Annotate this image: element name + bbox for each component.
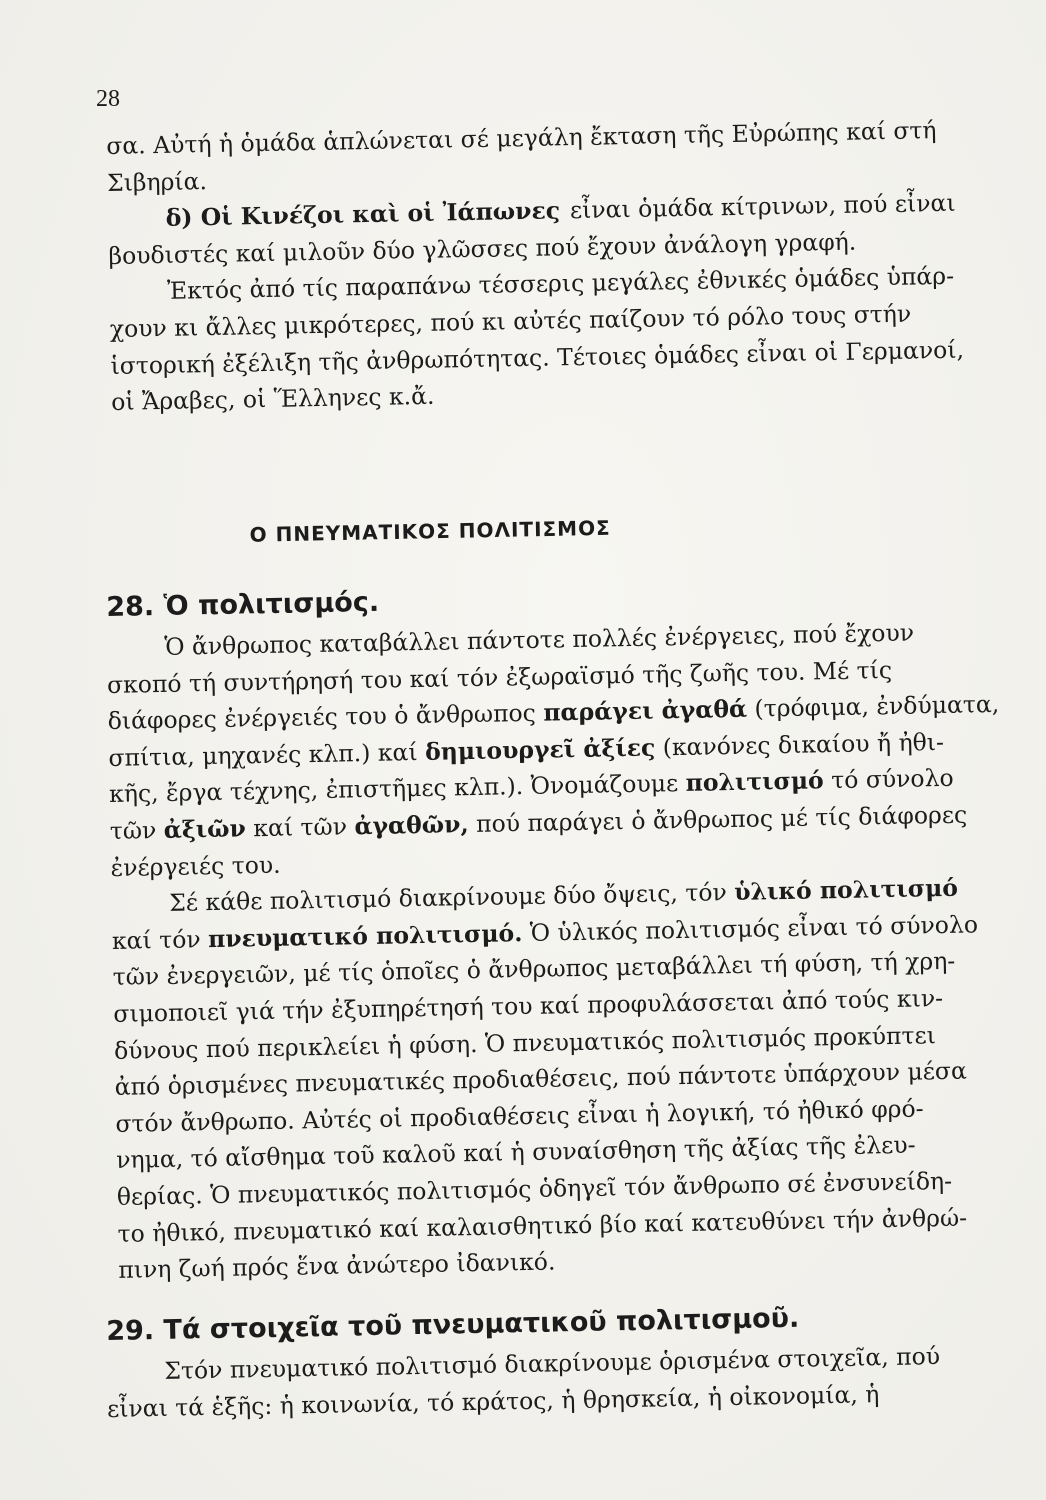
text-line: στόν ἄνθρωπο. Αὐτές οἱ προδιαθέσεις εἶναι ἡ λογική, τό ἠθικό φρό- xyxy=(115,1094,924,1138)
intro-paragraphs xyxy=(106,112,965,421)
text-line: διάφορες ἐνέργειές του ὁ ἄνθρωπος παράγει ἀγαθά (τρόφιμα, ἐνδύματα, xyxy=(107,690,1000,736)
text-line: ἱστορική ἐξέλιξη τῆς ἀνθρωπότητας. Τέτοιες ὁμάδες εἶναι οἱ Γερμανοί, xyxy=(110,335,965,380)
emphasis: δημιουργεῖ ἀξίες xyxy=(424,733,656,766)
text-line: σπίτια, μηχανές κλπ.) καί δημιουργεῖ ἀξίες (κανόνες δικαίου ἤ ἠθι- xyxy=(108,727,945,772)
text-line: Σιβηρία. xyxy=(106,166,208,197)
text-line: Στόν πνευματικό πολιτισμό διακρίνουμε ὁρισμένα στοιχεῖα, πού xyxy=(164,1341,941,1385)
text-line: τῶν ἐνεργειῶν, μέ τίς ὁποῖες ὁ ἄνθρωπος μεταβάλλει τή φύση, τή χρη- xyxy=(112,947,956,992)
text-line: Ἐκτός ἀπό τίς παραπάνω τέσσερις μεγάλες ἐθνικές ὁμάδες ὑπάρ- xyxy=(166,262,955,306)
emphasis: δ) Οἱ Κινέζοι καὶ οἱ Ἰάπωνες xyxy=(165,196,561,233)
text-line: κῆς, ἔργα τέχνης, ἐπιστῆμες κλπ.). Ὀνομάζουμε πολιτισμό τό σύνολο xyxy=(108,764,954,809)
emphasis: ἀγαθῶν, xyxy=(354,810,469,841)
text-line: χουν κι ἄλλες μικρότερες, πού κι αὐτές παίζουν τό ρόλο τους στήν xyxy=(109,299,912,343)
text-line: Σέ κάθε πολιτισμό διακρίνουμε δύο ὄψεις, τόν ὑλικό πολιτισμό xyxy=(168,873,959,917)
section-29-body xyxy=(106,1338,955,1427)
text-line: δ) Οἱ Κινέζοι καὶ οἱ Ἰάπωνες εἶναι ὁμάδα κίτρινων, πού εἶναι xyxy=(107,185,956,238)
section-28-body xyxy=(106,614,1000,1289)
emphasis: πνευματικό πολιτισμό. xyxy=(207,918,523,953)
text-line: βουδιστές καί μιλοῦν δύο γλῶσσες πού ἔχουν ἀνάλογη γραφή. xyxy=(108,227,857,270)
page-number: 28 xyxy=(96,86,120,112)
emphasis: ἀξιῶν xyxy=(163,814,247,844)
text-line: ἀπό ὁρισμένες πνευματικές προδιαθέσεις, πού πάντοτε ὑπάρχουν μέσα xyxy=(114,1056,968,1102)
text-line: σα. Αὐτή ἡ ὁμάδα ἁπλώνεται σέ μεγάλη ἔκταση τῆς Εὐρώπης καί στή xyxy=(106,116,937,160)
emphasis: ὑλικό πολιτισμό xyxy=(733,873,959,907)
section-title-block xyxy=(130,513,730,549)
text-line: δύνους πού περικλείει ἡ φύση. Ὁ πνευματικός πολιτισμός προκύπτει xyxy=(113,1020,937,1065)
text-line: καί τόν πνευματικό πολιτισμό. Ὁ ὑλικός πολιτισμός εἶναι τό σύνολο xyxy=(111,910,979,955)
text-line: Ὁ ἄνθρωπος καταβάλλει πάντοτε πολλές ἐνέργειες, πού ἔχουν xyxy=(164,618,915,661)
text-line: θερίας. Ὁ πνευματικός πολιτισμός ὁδηγεῖ τόν ἄνθρωπο σέ ἐνσυνείδη- xyxy=(116,1166,953,1211)
text-line: εἶναι τά ἑξῆς: ἡ κοινωνία, τό κράτος, ἡ θρησκεία, ἡ οἰκονομία, ἡ xyxy=(106,1379,880,1423)
text-line: σκοπό τή συντήρησή του καί τόν ἐξωραϊσμό τῆς ζωῆς του. Μέ τίς xyxy=(106,655,893,699)
text-line: νημα, τό αἴσθημα τοῦ καλοῦ καί ἡ συναίσθηση τῆς ἀξίας τῆς ἐλευ- xyxy=(115,1130,916,1175)
text-line: ἐνέργειές του. xyxy=(110,850,281,882)
text-line: σιμοποιεῖ γιά τήν ἐξυπηρέτησή του καί προφυλάσσεται ἀπό τούς κιν- xyxy=(113,983,944,1028)
text-line: πινη ζωή πρός ἕνα ἀνώτερο ἰδανικό. xyxy=(118,1247,556,1284)
section-heading: 28. Ὁ πολιτισμός. xyxy=(106,586,380,623)
text-line: οἱ Ἄραβες, οἱ Ἕλληνες κ.ἄ. xyxy=(110,381,435,417)
emphasis: παράγει ἀγαθά xyxy=(543,694,748,727)
text-line: τῶν ἀξιῶν καί τῶν ἀγαθῶν, πού παράγει ὁ ἄνθρωπος μέ τίς διάφορες xyxy=(109,800,968,845)
section-title: Ο ΠΝΕΥΜΑΤΙΚΟΣ ΠΟΛΙΤΙΣΜΟΣ xyxy=(249,515,611,547)
section-heading: 29. Τά στοιχεῖα τοῦ πνευματικοῦ πολιτισμοῦ. xyxy=(106,1302,800,1347)
text-line: το ἠθικό, πνευματικό καί καλαισθητικό βίο καί κατευθύνει τήν ἀνθρώ- xyxy=(117,1203,968,1248)
emphasis: πολιτισμό xyxy=(685,766,824,798)
